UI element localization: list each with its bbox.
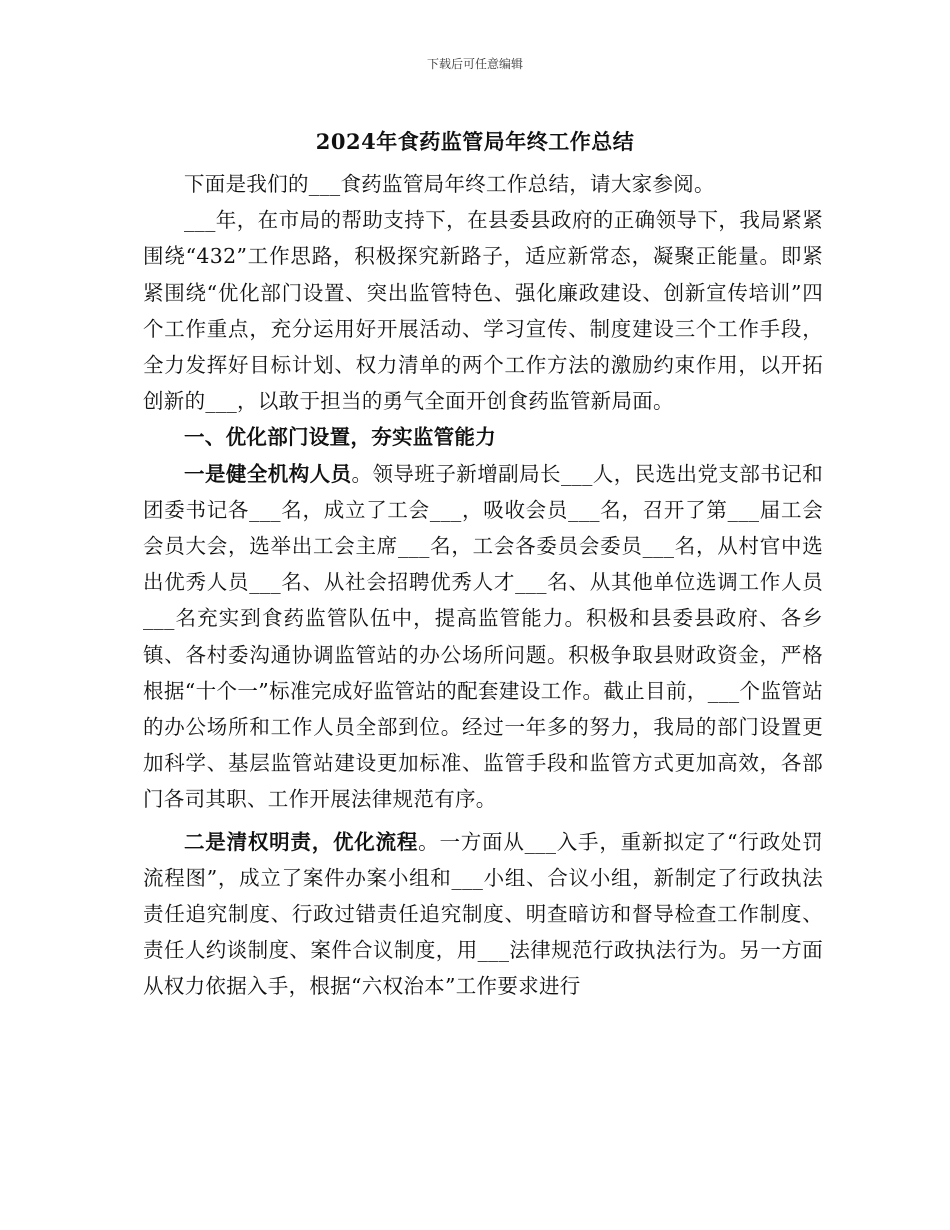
item-1-paragraph — [143, 456, 823, 818]
document-title: 2024年食药监管局年终工作总结 — [315, 129, 635, 154]
document-body — [143, 166, 823, 1005]
header-note: 下载后可任意编辑 — [426, 57, 523, 71]
item-2-lead: 二是清权明责，优化流程 — [184, 829, 419, 854]
section-1-heading: 一、优化部门设置，夯实监管能力 — [184, 425, 496, 450]
item-2-body: 。一方面从___入手，重新拟定了“行政处罚流程图”，成立了案件办案小组和___小组、合议小组，新制定了行政执法责任追究制度、行政过错责任追究制度、明查暗访和督导检查工作制度、责任人约谈制度、案件合议制度，用___法律规范行政执法行为。另一方面从权力依据入手，根据“六权治本”工作要求进行 — [143, 829, 823, 999]
item-2-paragraph — [143, 824, 823, 1005]
intro-paragraph: 下面是我们的___食药监管局年终工作总结，请大家参阅。 — [184, 172, 715, 196]
overview-paragraph: ___年，在市局的帮助支持下，在县委县政府的正确领导下，我局紧紧围绕“432”工作思路，积极探究新路子，适应新常态，凝聚正能量。即紧紧围绕“优化部门设置、突出监管特色、强化廉政建设、创新宣传培训”四个工作重点，充分运用好开展活动、学习宣传、制度建设三个工作手段，全力发挥好目标计划、权力清单的两个工作方法的激励约束作用，以开拓创新的___，以敢于担当的勇气全面开创食药监管新局面。 — [143, 208, 823, 414]
item-1-lead: 一是健全机构人员 — [184, 461, 352, 486]
item-1-body: 。领导班子新增副局长___人，民选出党支部书记和团委书记各___名，成立了工会___，吸收会员___名，召开了第___届工会会员大会，选举出工会主席___名，工会各委员会委员___名，从村官中选出优秀人员___名、从社会招聘优秀人才___名、从其他单位选调工作人员___名充实到食药监管队伍中，提高监管能力。积极和县委县政府、各乡镇、各村委沟通协调监管站的办公场所问题。积极争取县财政资金，严格根据“十个一”标准完成好监管站的配套建设工作。截止目前，___个监管站的办公场所和工作人员全部到位。经过一年多的努力，我局的部门设置更加科学、基层监管站建设更加标准、监管手段和监管方式更加高效，各部门各司其职、工作开展法律规范有序。 — [143, 461, 823, 812]
